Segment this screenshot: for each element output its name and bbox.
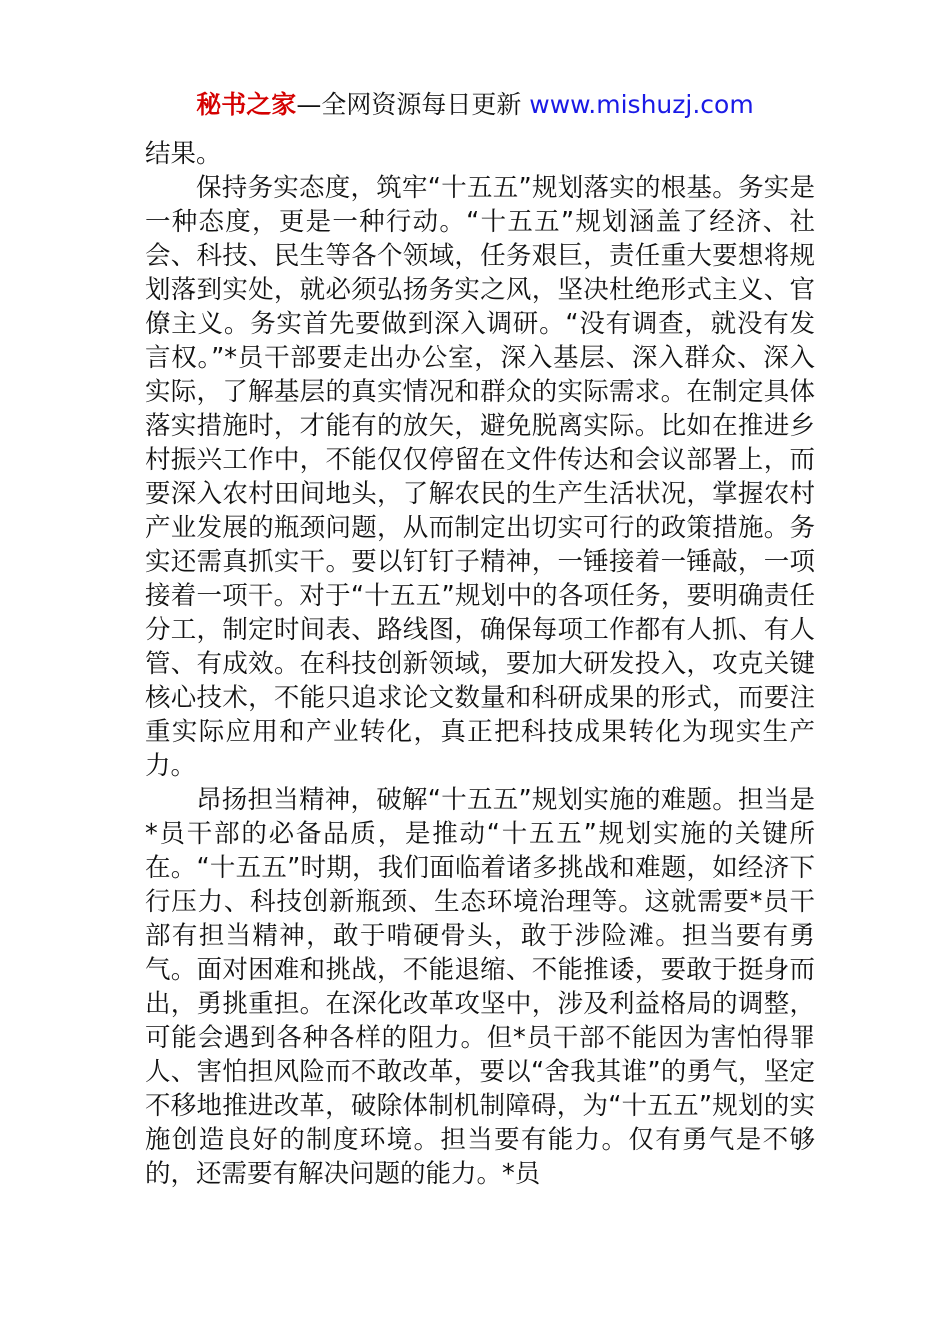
paragraph-continuation: 结果。 [145, 139, 222, 169]
paragraph-responsibility-spirit: 昂扬担当精神，破解“十五五”规划实施的难题。担当是*员干部的必备品质，是推动“十五五”规划实施的关键所在。“十五五”时期，我们面临着诸多挑战和难题，如经济下行压力、科技创新瓶颈、生态环境治理等。这就需要*员干部有担当精神，敢于啃硬骨头，敢于涉险滩。担当要有勇气。面对困难和挑战，不能退缩、不能推诿，要敢于挺身而出，勇挑重担。在深化改革攻坚中，涉及利益格局的调整，可能会遇到各种各样的阻力。但*员干部不能因为害怕得罪人、害怕担风险而不敢改革，要以“舍我其谁”的勇气，坚定不移地推进改革，破除体制机制障碍，为“十五五”规划的实施创造良好的制度环境。担当要有能力。仅有勇气是不够的，还需要有解决问题的能力。*员 [145, 785, 815, 1189]
site-header [0, 88, 950, 122]
site-url-link[interactable]: www.mishuzj.com [529, 90, 754, 119]
header-tagline: —全网资源每日更新 [296, 90, 530, 119]
site-brand: 秘书之家 [196, 90, 297, 119]
document-body [145, 137, 815, 1191]
paragraph-pragmatic-attitude: 保持务实态度，筑牢“十五五”规划落实的根基。务实是一种态度，更是一种行动。“十五五”规划涵盖了经济、社会、科技、民生等各个领域，任务艰巨，责任重大要想将规划落到实处，就必须弘扬务实之风，坚决杜绝形式主义、官僚主义。务实首先要做到深入调研。“没有调查，就没有发言权。”*员干部要走出办公室，深入基层、深入群众、深入实际，了解基层的真实情况和群众的实际需求。在制定具体落实措施时，才能有的放矢，避免脱离实际。比如在推进乡村振兴工作中，不能仅仅停留在文件传达和会议部署上，而要深入农村田间地头，了解农民的生产生活状况，掌握农村产业发展的瓶颈问题，从而制定出切实可行的政策措施。务实还需真抓实干。要以钉钉子精神，一锤接着一锤敲，一项接着一项干。对于“十五五”规划中的各项任务，要明确责任分工，制定时间表、路线图，确保每项工作都有人抓、有人管、有成效。在科技创新领域，要加大研发投入，攻克关键核心技术，不能只追求论文数量和科研成果的形式，而要注重实际应用和产业转化，真正把科技成果转化为现实生产力。 [145, 173, 815, 781]
